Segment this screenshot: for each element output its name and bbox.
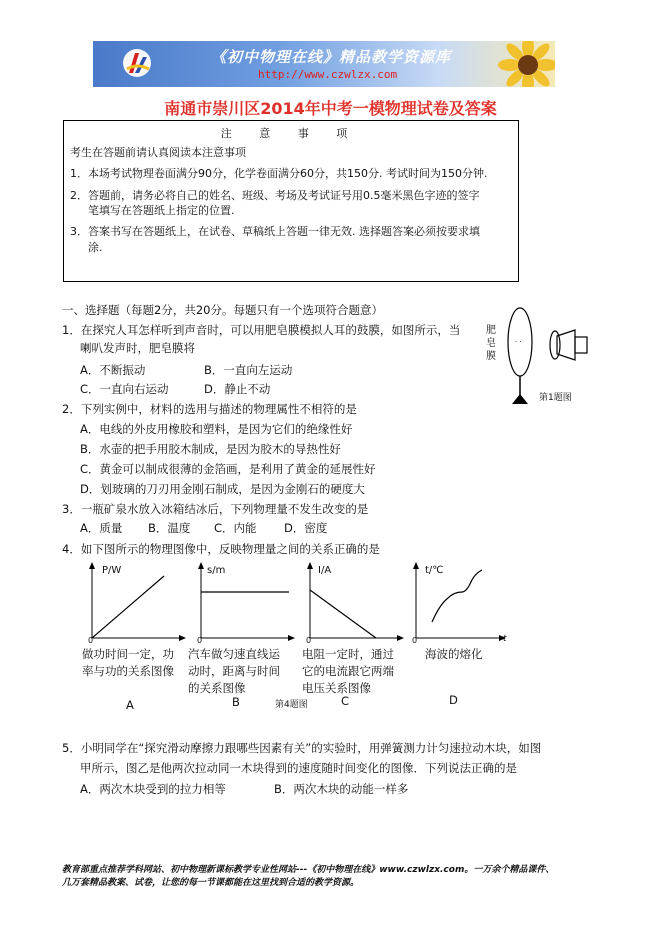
graph-d-ylabel: t/℃ bbox=[425, 565, 444, 576]
graph-b-desc: 汽车做匀速直线运 动时，距离与时间 的关系图像 bbox=[188, 647, 280, 695]
site-logo-icon bbox=[121, 47, 153, 79]
q1-option-a: A．不断振动 bbox=[80, 363, 146, 377]
q1-stem: 1．在探究人耳怎样听到声音时，可以用肥皂膜模拟人耳的鼓膜，如图所示，当 bbox=[62, 323, 461, 337]
q2-option-c: C．黄金可以制成很薄的金箔画，是利用了黄金的延展性好 bbox=[80, 462, 376, 476]
sunflower-image-icon bbox=[498, 41, 555, 87]
q2-option-d: D．划玻璃的刀刃用金刚石制成，是因为金刚石的硬度大 bbox=[80, 482, 365, 496]
q4-stem: 4．如下图所示的物理图像中，反映物理量之间的关系正确的是 bbox=[62, 542, 380, 556]
graph-b-ylabel: s/m bbox=[207, 565, 226, 576]
q2-option-a: A．电线的外皮用橡胶和塑料，是因为它们的绝缘性好 bbox=[80, 422, 353, 436]
q1-fig-caption: 第1题图 bbox=[539, 393, 572, 403]
graph-d-desc: 海波的熔化 bbox=[425, 647, 483, 661]
q3-option-d: D．密度 bbox=[284, 521, 328, 535]
notice-intro: 考生在答题前请认真阅读本注意事项 bbox=[70, 146, 246, 159]
graph-a bbox=[86, 562, 186, 642]
graph-b-origin: 0 bbox=[197, 636, 203, 645]
q5-stem-cont: 甲所示，图乙是他两次拉动同一木块得到的速度随时间变化的图像．下列说法正确的是 bbox=[80, 761, 517, 775]
q5-option-b: B．两次木块的动能一样多 bbox=[274, 782, 409, 796]
graph-d-origin: 0 bbox=[412, 636, 418, 645]
section-heading: 一、选择题（每题2分，共20分。每题只有一个选项符合题意） bbox=[62, 303, 383, 317]
q3-option-b: B．温度 bbox=[148, 521, 191, 535]
q3-option-c: C．内能 bbox=[214, 521, 257, 535]
graph-a-desc: 做功时间一定，功 率与功的关系图像 bbox=[82, 647, 174, 678]
q1-stem-cont: 喇叭发声时，肥皂膜将 bbox=[80, 341, 195, 355]
graph-d-letter: D bbox=[449, 693, 458, 707]
q1-option-c: C．一直向右运动 bbox=[80, 382, 169, 396]
graph-a-letter: A bbox=[126, 698, 134, 712]
notice-item: 3．答案书写在答题纸上，在试卷、草稿纸上答题一律无效. 选择题答案必须按要求填 bbox=[70, 225, 480, 238]
graph-c-origin: 0 bbox=[306, 636, 312, 645]
q1-option-b: B．一直向左运动 bbox=[204, 363, 293, 377]
q4-fig-caption: 第4题图 bbox=[275, 700, 308, 710]
q3-option-a: A．质量 bbox=[80, 521, 123, 535]
document-title: 南通市崇川区2014年中考一模物理试卷及答案 bbox=[164, 99, 497, 118]
graph-c-desc: 电阻一定时，通过 它的电流跟它两端 电压关系图像 bbox=[302, 647, 394, 695]
q2-stem: 2．下列实例中，材料的选用与描述的物理属性不相符的是 bbox=[62, 402, 357, 416]
notice-item: 1．本场考试物理卷面满分90分，化学卷面满分60分，共150分. 考试时间为150分钟. bbox=[70, 167, 488, 180]
q5-option-a: A．两次木块受到的拉力相等 bbox=[80, 782, 226, 796]
notice-heading: 注 意 事 项 bbox=[220, 127, 360, 140]
notice-item: 2．答题前，请务必将自己的姓名、班级、考场及考试证号用0.5毫米黑色字迹的签字 bbox=[70, 189, 480, 202]
notice-item: 笔填写在答题纸上指定的位置. bbox=[88, 204, 235, 217]
banner-url[interactable]: http://www.czwlzx.com bbox=[258, 68, 398, 81]
q3-stem: 3．一瓶矿泉水放入冰箱结冰后，下列物理量不发生改变的是 bbox=[62, 502, 369, 516]
header-banner bbox=[93, 41, 555, 87]
graph-a-ylabel: P/W bbox=[102, 565, 122, 576]
graph-c-ylabel: I/A bbox=[318, 565, 332, 576]
graph-a-origin: 0 bbox=[88, 636, 94, 645]
notice-item: 涂. bbox=[88, 241, 103, 254]
graph-c-letter: C bbox=[341, 694, 350, 708]
page-footer: 教育部重点推荐学科网站、初中物理新课标教学专业性网站---《初中物理在线》www.czwlzx.com。一万余个精品课件、 几万套精品教案、试卷，让您的每一节课都能在这里找到合适的教学资源。 bbox=[62, 865, 555, 888]
q5-stem: 5．小明同学在“探究滑动摩擦力跟哪些因素有关”的实验时，用弹簧测力计匀速拉动木块，如图 bbox=[62, 741, 542, 755]
q1-option-d: D．静止不动 bbox=[204, 382, 271, 396]
banner-title: 《初中物理在线》精品教学资源库 bbox=[211, 48, 452, 66]
q1-fig-label: 肥皂膜 bbox=[486, 325, 496, 362]
graph-b-letter: B bbox=[232, 695, 240, 709]
svg-text:· ·: · · bbox=[515, 338, 522, 346]
graph-d-xlabel: t bbox=[503, 634, 507, 644]
q2-option-b: B．水壶的把手用胶木制成，是因为胶木的导热性好 bbox=[80, 442, 341, 456]
